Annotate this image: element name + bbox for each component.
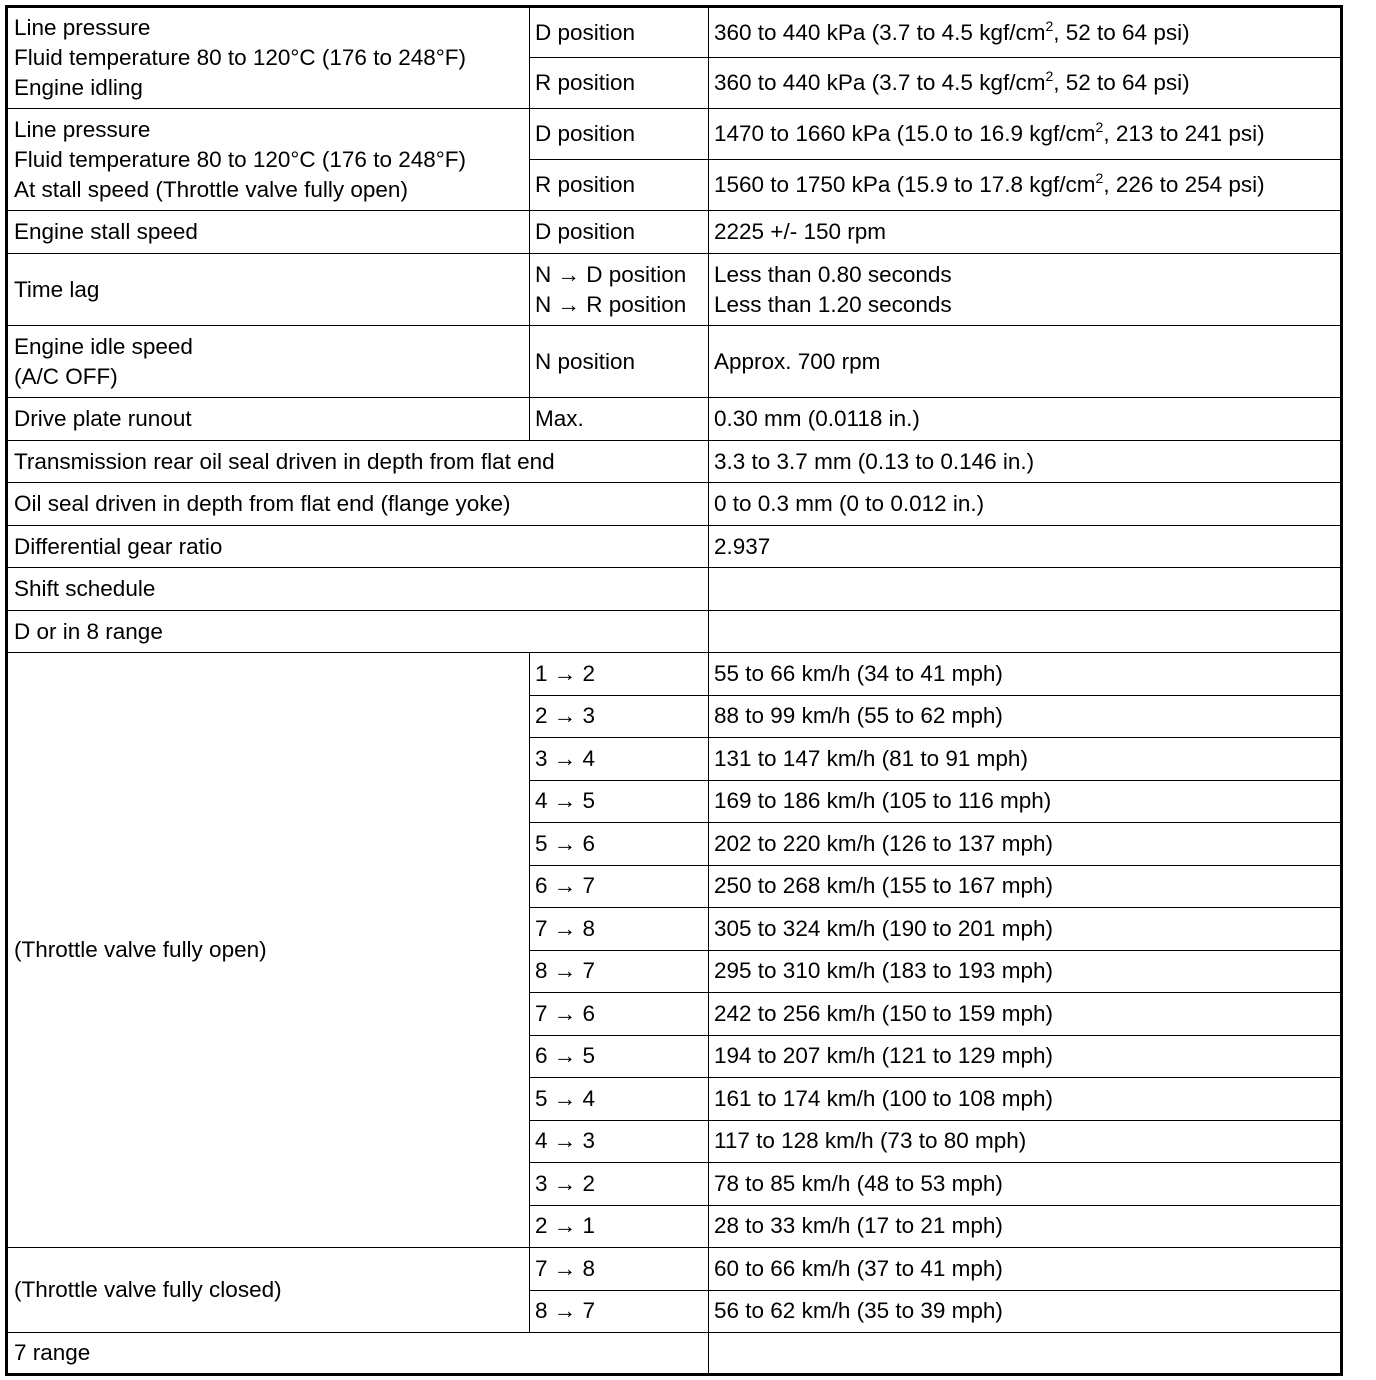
label-cell: Shift schedule <box>7 568 709 611</box>
value-line: Less than 1.20 seconds <box>714 291 952 317</box>
value-cell <box>709 1333 1342 1375</box>
speed-cell: 242 to 256 km/h (150 to 159 mph) <box>709 993 1342 1036</box>
value-cell: 2.937 <box>709 526 1342 568</box>
condition-cell: D position <box>530 109 709 160</box>
condition-cell: D position <box>530 7 709 58</box>
value-cell: 0 to 0.3 mm (0 to 0.012 in.) <box>709 483 1342 526</box>
table-row <box>7 1248 1342 1291</box>
table-row <box>7 483 1342 526</box>
condition-cell: D position <box>530 211 709 254</box>
speed-cell: 202 to 220 km/h (126 to 137 mph) <box>709 823 1342 866</box>
shift-cell: 1 → 2 <box>530 653 709 696</box>
transmission-spec-table <box>5 5 1343 1376</box>
line-pressure-idle-label <box>7 7 530 109</box>
condition-cell: Max. <box>530 398 709 441</box>
value-text: , 226 to 254 psi) <box>1103 172 1265 197</box>
shift-cell: 5 → 4 <box>530 1078 709 1121</box>
superscript: 2 <box>1045 68 1054 84</box>
label-cell: Transmission rear oil seal driven in depth from flat end <box>7 441 709 483</box>
label-cell: Oil seal driven in depth from flat end (flange yoke) <box>7 483 709 526</box>
speed-cell: 56 to 62 km/h (35 to 39 mph) <box>709 1290 1342 1333</box>
shift-cell: 6 → 5 <box>530 1035 709 1078</box>
speed-cell: 194 to 207 km/h (121 to 129 mph) <box>709 1035 1342 1078</box>
value-cell <box>709 109 1342 160</box>
condition-cell: N position <box>530 326 709 398</box>
value-text: 360 to 440 kPa (3.7 to 4.5 kgf/cm <box>714 19 1046 45</box>
value-cell: Approx. 700 rpm <box>709 326 1342 398</box>
speed-cell: 305 to 324 km/h (190 to 201 mph) <box>709 908 1342 951</box>
label-line: Line pressure <box>14 15 151 40</box>
shift-cell: 6 → 7 <box>530 865 709 908</box>
value-text: , 52 to 64 psi) <box>1053 19 1190 45</box>
value-cell <box>709 568 1342 611</box>
table-row <box>7 7 1342 58</box>
speed-cell: 88 to 99 km/h (55 to 62 mph) <box>709 695 1342 738</box>
throttle-closed-label: (Throttle valve fully closed) <box>7 1248 530 1333</box>
speed-cell: 250 to 268 km/h (155 to 167 mph) <box>709 865 1342 908</box>
speed-cell: 117 to 128 km/h (73 to 80 mph) <box>709 1120 1342 1163</box>
label-cell <box>7 326 530 398</box>
condition-line: N → D position <box>535 261 687 287</box>
label-cell: Time lag <box>7 254 530 326</box>
value-text: 1560 to 1750 kPa (15.9 to 17.8 kgf/cm <box>714 172 1096 197</box>
speed-cell: 60 to 66 km/h (37 to 41 mph) <box>709 1248 1342 1291</box>
speed-cell: 131 to 147 km/h (81 to 91 mph) <box>709 738 1342 781</box>
line-pressure-stall-label <box>7 109 530 211</box>
speed-cell: 295 to 310 km/h (183 to 193 mph) <box>709 950 1342 993</box>
value-text: 1470 to 1660 kPa (15.0 to 16.9 kgf/cm <box>714 121 1096 146</box>
table-row <box>7 398 1342 441</box>
speed-cell: 169 to 186 km/h (105 to 116 mph) <box>709 780 1342 823</box>
speed-cell: 55 to 66 km/h (34 to 41 mph) <box>709 653 1342 696</box>
table-row <box>7 568 1342 611</box>
table-row <box>7 1333 1342 1375</box>
table-row <box>7 526 1342 568</box>
condition-cell: R position <box>530 160 709 211</box>
value-cell <box>709 160 1342 211</box>
shift-cell: 5 → 6 <box>530 823 709 866</box>
shift-cell: 7 → 8 <box>530 1248 709 1291</box>
throttle-open-label: (Throttle valve fully open) <box>7 653 530 1248</box>
shift-cell: 8 → 7 <box>530 950 709 993</box>
label-line: Engine idling <box>14 75 143 100</box>
shift-cell: 4 → 3 <box>530 1120 709 1163</box>
table-row <box>7 326 1342 398</box>
shift-cell: 8 → 7 <box>530 1290 709 1333</box>
label-line: Fluid temperature 80 to 120°C (176 to 248°F) <box>14 146 466 172</box>
superscript: 2 <box>1095 119 1104 135</box>
value-cell: 0.30 mm (0.0118 in.) <box>709 398 1342 441</box>
superscript: 2 <box>1045 17 1054 34</box>
label-line: Engine idle speed <box>14 333 193 359</box>
value-cell <box>709 254 1342 326</box>
table-row <box>7 211 1342 254</box>
label-line: At stall speed (Throttle valve fully open) <box>14 176 408 202</box>
label-line: Line pressure <box>14 116 151 142</box>
label-cell: Drive plate runout <box>7 398 530 441</box>
shift-cell: 3 → 4 <box>530 738 709 781</box>
table-row <box>7 254 1342 326</box>
value-cell: 3.3 to 3.7 mm (0.13 to 0.146 in.) <box>709 441 1342 483</box>
superscript: 2 <box>1095 170 1104 186</box>
shift-cell: 2 → 3 <box>530 695 709 738</box>
label-cell: Differential gear ratio <box>7 526 709 568</box>
shift-cell: 2 → 1 <box>530 1205 709 1248</box>
condition-cell <box>530 254 709 326</box>
label-cell: D or in 8 range <box>7 611 709 653</box>
value-cell: 2225 +/- 150 rpm <box>709 211 1342 254</box>
shift-cell: 4 → 5 <box>530 780 709 823</box>
shift-cell: 3 → 2 <box>530 1163 709 1206</box>
value-text: , 52 to 64 psi) <box>1053 70 1190 95</box>
value-text: 360 to 440 kPa (3.7 to 4.5 kgf/cm <box>714 70 1046 95</box>
label-line: (A/C OFF) <box>14 363 118 389</box>
value-cell <box>709 58 1342 109</box>
label-cell: Engine stall speed <box>7 211 530 254</box>
shift-cell: 7 → 8 <box>530 908 709 951</box>
speed-cell: 161 to 174 km/h (100 to 108 mph) <box>709 1078 1342 1121</box>
value-text: , 213 to 241 psi) <box>1103 121 1265 146</box>
table-row <box>7 109 1342 160</box>
value-cell <box>709 7 1342 58</box>
speed-cell: 78 to 85 km/h (48 to 53 mph) <box>709 1163 1342 1206</box>
value-cell <box>709 611 1342 653</box>
speed-cell: 28 to 33 km/h (17 to 21 mph) <box>709 1205 1342 1248</box>
condition-cell: R position <box>530 58 709 109</box>
shift-cell: 7 → 6 <box>530 993 709 1036</box>
value-line: Less than 0.80 seconds <box>714 261 952 287</box>
label-cell: 7 range <box>7 1333 709 1375</box>
table-row <box>7 441 1342 483</box>
label-line: Fluid temperature 80 to 120°C (176 to 248°F) <box>14 45 466 70</box>
condition-line: N → R position <box>535 291 687 317</box>
table-row <box>7 653 1342 696</box>
table-row <box>7 611 1342 653</box>
